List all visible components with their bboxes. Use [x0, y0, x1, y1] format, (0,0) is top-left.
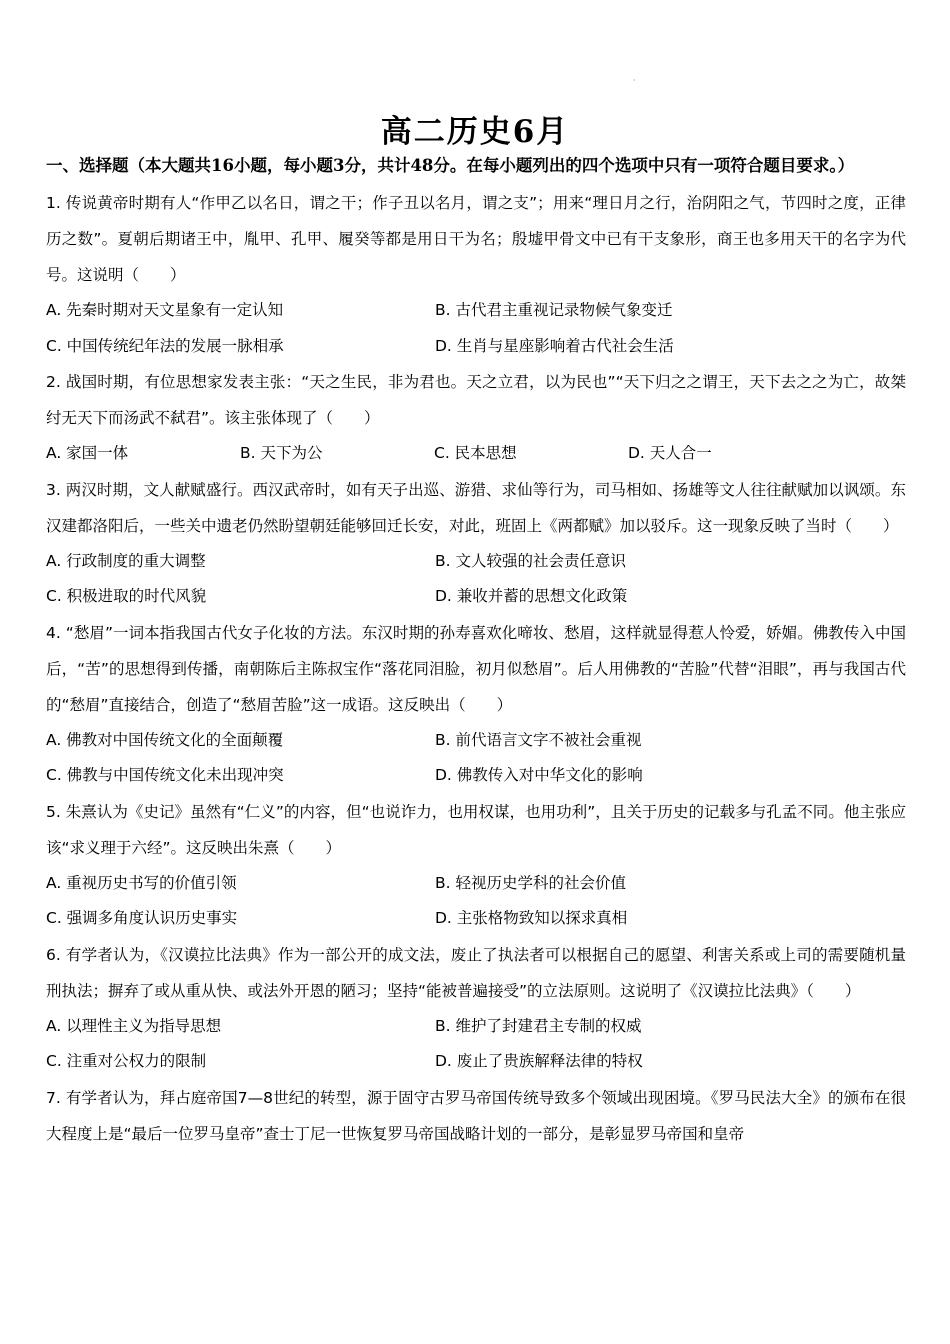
option-b[interactable]: B. 前代语言文字不被社会重视 [435, 730, 642, 749]
question-stem: 2. 战国时期，有位思想家发表主张：“天之生民，非为君也。天之立君，以为民也”“天下归之之谓王，天下去之之为亡，故桀纣无天下而汤武不弑君”。该主张体现了（ ） [46, 373, 906, 427]
question-stem: 5. 朱熹认为《史记》虽然有“仁义”的内容，但“也说诈力，也用权谋，也用功利”，且关于历史的记载多与孔孟不同。他主张应该“求义理于六经”。这反映出朱熹（ ） [46, 802, 906, 857]
option-b[interactable]: B. 维护了封建君主专制的权威 [435, 1016, 642, 1035]
question-2 [46, 364, 906, 472]
question-5 [46, 794, 906, 937]
question-stem: 4. “愁眉”一词本指我国古代女子化妆的方法。东汉时期的孙寿喜欢化啼妆、愁眉，这样就显得惹人怜爱，娇媚。佛教传入中国后，“苦”的思想得到传播，南朝陈后主陈叔宝作“落花同泪脸，初月似愁眉”。后人用佛教的“苦脸”代替“泪眼”，再与我国古代的“愁眉”直接结合，创造了“愁眉苦脸”这一成语。这反映出（ ） [46, 623, 906, 714]
option-list [46, 1009, 906, 1080]
option-b[interactable]: B. 天下为公 [240, 444, 323, 462]
option-list [46, 866, 906, 937]
option-d[interactable]: D. 生肖与星座影响着古代社会生活 [435, 336, 674, 355]
section-heading: 一、选择题（本大题共16小题，每小题3分，共计48分。在每小题列出的四个选项中只有一项符合题目要求。） [46, 156, 855, 175]
question-4 [46, 615, 906, 794]
option-c[interactable]: C. 强调多角度认识历史事实 [46, 909, 238, 927]
option-d[interactable]: D. 废止了贵族解释法律的特权 [435, 1052, 643, 1070]
option-list [46, 293, 906, 364]
question-1 [46, 185, 906, 364]
option-c[interactable]: C. 积极进取的时代风貌 [46, 587, 207, 605]
option-list [46, 723, 906, 794]
option-b[interactable]: B. 文人较强的社会责任意识 [435, 551, 626, 570]
exam-content [46, 150, 906, 1152]
question-7 [46, 1080, 906, 1152]
question-stem: 7. 有学者认为，拜占庭帝国7—8世纪的转型，源于固守古罗马帝国传统导致多个领域出现困境。《罗马民法大全》的颁布在很大程度上是“最后一位罗马皇帝”查士丁尼一世恢复罗马帝国战略计划的一部分，是彰显罗马帝国和皇帝 [46, 1088, 906, 1143]
option-a[interactable]: A. 佛教对中国传统文化的全面颠覆 [46, 730, 284, 749]
option-a[interactable]: A. 先秦时期对天文星象有一定认知 [46, 301, 284, 319]
question-stem: 6. 有学者认为，《汉谟拉比法典》作为一部公开的成文法，废止了执法者可以根据自己的愿望、利害关系或上司的需要随机量刑执法；摒弃了或从重从快、或法外开恩的陋习；坚持“能被普遍接受”的立法原则。这说明了《汉谟拉比法典》（ ） [46, 945, 906, 1000]
page-title: 高二历史6月 [380, 114, 570, 150]
option-c[interactable]: C. 民本思想 [434, 444, 517, 462]
option-b[interactable]: B. 轻视历史学科的社会价值 [435, 873, 626, 892]
option-list [46, 436, 906, 472]
option-d[interactable]: D. 佛教传入对中华文化的影响 [435, 766, 643, 784]
option-c[interactable]: C. 注重对公权力的限制 [46, 1052, 207, 1070]
option-a[interactable]: A. 重视历史书写的价值引领 [46, 873, 237, 892]
question-stem: 1. 传说黄帝时期有人“作甲乙以名日，谓之干；作子丑以名月，谓之支”；用来“理日月之行，治阴阳之气，节四时之度，正律历之数”。夏朝后期诸王中，胤甲、孔甲、履癸等都是用日干为名；殷墟甲骨文中已有干支象形，商王也多用天干的名字为代号。这说明（ ） [46, 194, 906, 284]
option-c[interactable]: C. 中国传统纪年法的发展一脉相承 [46, 336, 284, 355]
option-list [46, 544, 906, 615]
option-b[interactable]: B. 古代君主重视记录物候气象变迁 [435, 301, 673, 319]
scan-mark: · [633, 76, 636, 85]
option-c[interactable]: C. 佛教与中国传统文化未出现冲突 [46, 766, 284, 784]
question-stem: 3. 两汉时期，文人献赋盛行。西汉武帝时，如有天子出巡、游猎、求仙等行为，司马相如、扬雄等文人往往献赋加以讽颂。东汉建都洛阳后，一些关中遗老仍然盼望朝廷能够回迁长安，对此，班固上《两都赋》加以驳斥。这一现象反映了当时（ ） [46, 480, 906, 535]
option-a[interactable]: A. 以理性主义为指导思想 [46, 1016, 222, 1035]
option-d[interactable]: D. 主张格物致知以探求真相 [435, 909, 628, 927]
option-d[interactable]: D. 天人合一 [628, 444, 712, 462]
option-a[interactable]: A. 家国一体 [46, 444, 129, 462]
option-d[interactable]: D. 兼收并蓄的思想文化政策 [435, 587, 628, 605]
option-a[interactable]: A. 行政制度的重大调整 [46, 551, 206, 570]
question-6 [46, 937, 906, 1080]
question-3 [46, 472, 906, 615]
